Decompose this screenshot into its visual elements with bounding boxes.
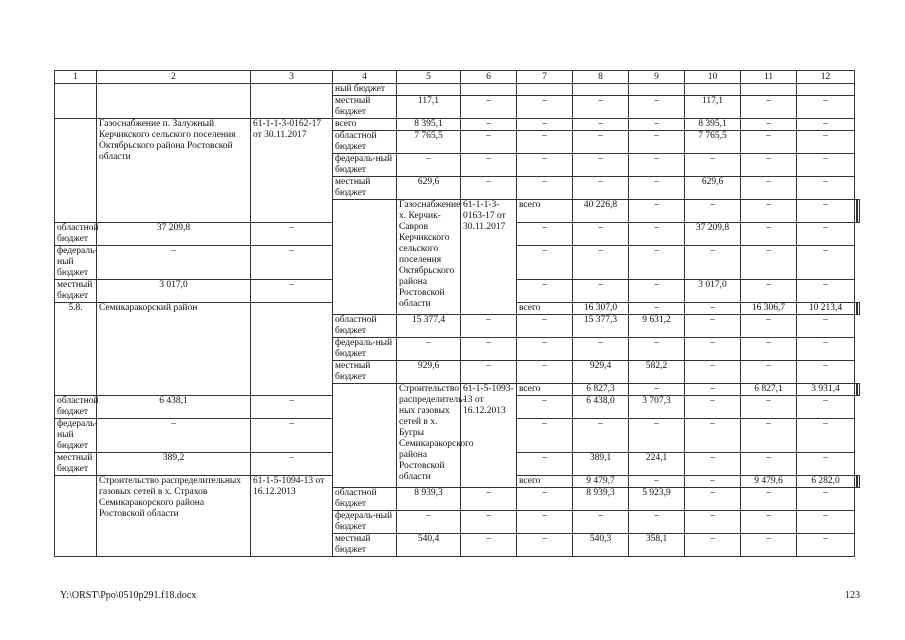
table-cell: – — [573, 338, 629, 361]
table-row — [55, 119, 860, 131]
table-cell: – — [517, 396, 573, 419]
table-cell: – — [461, 534, 517, 557]
table-cell: – — [685, 419, 741, 453]
column-number-header: 2 — [97, 71, 251, 84]
table-cell: – — [251, 246, 333, 280]
table-cell: – — [397, 511, 461, 534]
table-cell: 929,6 — [397, 361, 461, 384]
table-cell: – — [797, 534, 855, 557]
table-cell: – — [517, 534, 573, 557]
table-cell: – — [797, 396, 855, 419]
table-cell: 15 377,3 — [573, 315, 629, 338]
table-cell: областной бюджет — [333, 315, 397, 338]
table-cell: 629,6 — [685, 177, 741, 200]
table-cell: – — [251, 396, 333, 419]
table-cell: – — [461, 338, 517, 361]
table-cell: Строительство распределительных газовых сетей в х. Страхов Семикаракорского района Ростовской области — [97, 476, 251, 557]
table-cell: 6 827,1 — [741, 384, 797, 396]
table-cell: 40 226,8 — [573, 200, 629, 223]
table-cell — [741, 84, 797, 96]
table-cell — [55, 119, 97, 223]
table-cell: – — [251, 280, 333, 303]
table-cell: – — [685, 361, 741, 384]
table-cell: – — [461, 511, 517, 534]
table-cell — [629, 84, 685, 96]
table-cell: 389,1 — [573, 453, 629, 476]
table-cell: – — [797, 338, 855, 361]
table-cell: – — [517, 246, 573, 280]
table-cell: – — [629, 246, 685, 280]
table-cell: – — [797, 96, 855, 119]
table-cell: 16 306,7 — [741, 303, 797, 315]
table-cell: – — [629, 96, 685, 119]
table-cell: – — [573, 511, 629, 534]
table-cell: 10 213,4 — [797, 303, 855, 315]
table-cell: – — [517, 511, 573, 534]
column-number-header: 8 — [573, 71, 629, 84]
table-cell: федераль-ный бюджет — [333, 511, 397, 534]
column-number-header: 1 — [55, 71, 97, 84]
table-cell: местный бюджет — [333, 361, 397, 384]
table-cell: – — [251, 419, 333, 453]
table-cell: – — [251, 223, 333, 246]
table-cell: – — [573, 280, 629, 303]
table-cell: – — [461, 488, 517, 511]
table-cell: федераль-ный бюджет — [55, 419, 97, 453]
table-cell: – — [797, 200, 855, 223]
table-cell: – — [517, 154, 573, 177]
table-cell: – — [741, 177, 797, 200]
table-cell: – — [797, 223, 855, 246]
table-cell: – — [629, 154, 685, 177]
table-row — [55, 84, 860, 96]
table-cell: – — [685, 338, 741, 361]
table-cell — [251, 303, 333, 396]
table-cell: – — [741, 96, 797, 119]
table-cell: – — [797, 361, 855, 384]
table-cell: 582,2 — [629, 361, 685, 384]
table-cell: – — [741, 511, 797, 534]
table-cell: – — [797, 154, 855, 177]
table-cell: – — [741, 361, 797, 384]
table-cell: – — [629, 200, 685, 223]
table-cell: федераль-ный бюджет — [333, 338, 397, 361]
column-number-header: 7 — [517, 71, 573, 84]
table-cell — [517, 84, 573, 96]
table-cell — [333, 200, 397, 315]
table-cell: – — [517, 338, 573, 361]
table-cell: – — [741, 131, 797, 154]
table-cell: Строительство распределитель-ных газовых сетей в х. Бугры Семикаракорского района Ростовской области — [397, 384, 461, 488]
table-cell — [55, 84, 97, 119]
table-cell: местный бюджет — [55, 453, 97, 476]
table-cell: 3 017,0 — [97, 280, 251, 303]
table-cell: Газоснабжение п. Залужный Керчикского сельского поселения Октябрьского района Ростовской области — [97, 119, 251, 223]
table-cell: – — [573, 96, 629, 119]
table-cell: 6 827,3 — [573, 384, 629, 396]
table-cell: 6 282,0 — [797, 476, 855, 488]
table-cell: – — [797, 419, 855, 453]
table-cell: – — [741, 534, 797, 557]
table-cell: всего — [517, 303, 573, 315]
table-cell: областной бюджет — [55, 223, 97, 246]
table-cell: 37 209,8 — [685, 223, 741, 246]
table-cell: – — [573, 119, 629, 131]
table-cell: – — [685, 488, 741, 511]
table-cell: 117,1 — [397, 96, 461, 119]
table-cell: – — [685, 511, 741, 534]
column-number-header: 5 — [397, 71, 461, 84]
table-cell: 61-1-1-3-0163-17 от 30.11.2017 — [461, 200, 517, 315]
table-cell: 629,6 — [397, 177, 461, 200]
table-cell: – — [741, 280, 797, 303]
table-cell: 37 209,8 — [97, 223, 251, 246]
table-cell: – — [573, 223, 629, 246]
table-cell: 389,2 — [97, 453, 251, 476]
table-cell: – — [685, 534, 741, 557]
table-cell: – — [629, 384, 685, 396]
table-cell: – — [685, 315, 741, 338]
table-cell: Газоснабжение х. Керчик-Савров Керчикского сельского поселения Октябрьского района Ростовской области — [397, 200, 461, 315]
column-number-header: 3 — [251, 71, 333, 84]
table-cell: – — [629, 177, 685, 200]
table-cell: – — [461, 119, 517, 131]
table-cell — [397, 84, 461, 96]
table-cell: 16 307,0 — [573, 303, 629, 315]
table-cell: всего — [517, 476, 573, 488]
table-cell: – — [573, 419, 629, 453]
table-cell — [685, 84, 741, 96]
column-number-header: 10 — [685, 71, 741, 84]
table-cell: – — [517, 315, 573, 338]
table-cell: – — [797, 488, 855, 511]
column-number-header: 6 — [461, 71, 517, 84]
table-cell — [858, 476, 860, 488]
table-cell: 7 765,5 — [685, 131, 741, 154]
table-cell: – — [685, 384, 741, 396]
table-cell: – — [461, 361, 517, 384]
table-cell: – — [517, 453, 573, 476]
table-cell — [461, 84, 517, 96]
table-cell: 61-1-5-1094-13 от 16.12.2013 — [251, 476, 333, 557]
table-cell: 8 939,3 — [397, 488, 461, 511]
table-cell: – — [741, 223, 797, 246]
table-cell: – — [685, 303, 741, 315]
table-cell: – — [397, 338, 461, 361]
table-cell: – — [461, 154, 517, 177]
table-cell: – — [629, 131, 685, 154]
table-cell: областной бюджет — [333, 488, 397, 511]
table-cell: – — [629, 303, 685, 315]
table-cell: 15 377,4 — [397, 315, 461, 338]
table-cell: – — [97, 246, 251, 280]
page-number: 123 — [845, 590, 860, 601]
table-cell: 9 631,2 — [629, 315, 685, 338]
table-cell: – — [629, 223, 685, 246]
table-cell: – — [461, 96, 517, 119]
table-cell: – — [573, 131, 629, 154]
table-cell: ный бюджет — [333, 84, 397, 96]
table-cell: 358,1 — [629, 534, 685, 557]
table-cell: – — [797, 280, 855, 303]
table-cell: областной бюджет — [55, 396, 97, 419]
table-cell: 8 939,3 — [573, 488, 629, 511]
table-cell: – — [797, 453, 855, 476]
table-cell: местный бюджет — [333, 177, 397, 200]
table-cell: 8 395,1 — [397, 119, 461, 131]
table-cell: – — [797, 131, 855, 154]
table-cell: – — [629, 119, 685, 131]
table-cell: – — [629, 476, 685, 488]
table-cell: – — [685, 476, 741, 488]
table-header-row — [55, 71, 860, 84]
table-cell: – — [741, 119, 797, 131]
table-cell — [858, 200, 860, 223]
table-cell — [333, 384, 397, 488]
table-cell: – — [573, 154, 629, 177]
table-cell: – — [97, 419, 251, 453]
table-cell: – — [685, 154, 741, 177]
table-cell: – — [741, 315, 797, 338]
table-cell: 8 395,1 — [685, 119, 741, 131]
table-cell: – — [741, 419, 797, 453]
table-cell: – — [461, 131, 517, 154]
table-cell: федераль-ный бюджет — [55, 246, 97, 280]
file-path-footer: Y:\ORST\Ppo\0510p291.f18.docx — [60, 590, 197, 601]
table-cell: – — [573, 177, 629, 200]
table-cell: – — [685, 200, 741, 223]
table-cell: 7 765,5 — [397, 131, 461, 154]
table-cell: 9 479,6 — [741, 476, 797, 488]
column-number-header: 12 — [797, 71, 855, 84]
table-cell: – — [685, 246, 741, 280]
table-cell: – — [461, 315, 517, 338]
table-cell: 5 923,9 — [629, 488, 685, 511]
table-cell: 9 479,7 — [573, 476, 629, 488]
table-cell: – — [517, 419, 573, 453]
table-cell: – — [741, 154, 797, 177]
table-cell: 6 438,1 — [97, 396, 251, 419]
table-cell: 6 438,0 — [573, 396, 629, 419]
table-cell: – — [685, 396, 741, 419]
table-cell: 61-1-1-3-0162-17 от 30.11.2017 — [251, 119, 333, 223]
table-cell: – — [797, 177, 855, 200]
table-cell: – — [461, 177, 517, 200]
table-cell: Семикаракорский район — [97, 303, 251, 396]
table-cell — [97, 84, 251, 119]
table-cell: – — [629, 280, 685, 303]
table-cell — [858, 384, 860, 396]
table-cell: 61-1-5-1093-13 от 16.12.2013 — [461, 384, 517, 488]
table-cell: – — [629, 511, 685, 534]
table-cell: – — [797, 119, 855, 131]
table-cell: 5.8. — [55, 303, 97, 396]
table-cell: – — [797, 315, 855, 338]
table-cell: областной бюджет — [333, 131, 397, 154]
table-cell: – — [517, 280, 573, 303]
table-cell — [858, 303, 860, 315]
column-number-header: 9 — [629, 71, 685, 84]
table-cell: – — [741, 246, 797, 280]
table-cell: всего — [517, 200, 573, 223]
table-cell: – — [797, 246, 855, 280]
table-cell: – — [517, 119, 573, 131]
table-cell: 3 017,0 — [685, 280, 741, 303]
table-cell: местный бюджет — [333, 96, 397, 119]
column-number-header: 4 — [333, 71, 397, 84]
table-cell: – — [517, 96, 573, 119]
table-cell: – — [685, 453, 741, 476]
table-cell: местный бюджет — [333, 534, 397, 557]
table-cell: – — [629, 338, 685, 361]
budget-table — [54, 70, 860, 557]
table-cell: – — [397, 154, 461, 177]
table-cell: – — [517, 223, 573, 246]
table-cell: – — [741, 453, 797, 476]
table-cell — [55, 476, 97, 557]
table-cell: – — [573, 246, 629, 280]
table-cell: 224,1 — [629, 453, 685, 476]
table-cell: 3 707,3 — [629, 396, 685, 419]
table-cell: – — [797, 511, 855, 534]
table-cell: всего — [517, 384, 573, 396]
table-cell: 540,3 — [573, 534, 629, 557]
table-cell: местный бюджет — [55, 280, 97, 303]
table-cell: – — [741, 200, 797, 223]
table-cell: 929,4 — [573, 361, 629, 384]
table-cell: 540,4 — [397, 534, 461, 557]
table-cell: – — [517, 177, 573, 200]
table-cell: – — [741, 396, 797, 419]
column-number-header: 11 — [741, 71, 797, 84]
table-cell: – — [517, 131, 573, 154]
table-cell: федераль-ный бюджет — [333, 154, 397, 177]
table-cell: – — [629, 419, 685, 453]
table-cell: – — [517, 488, 573, 511]
table-cell — [797, 84, 855, 96]
table-cell: всего — [333, 119, 397, 131]
table-cell: – — [517, 361, 573, 384]
table-cell — [573, 84, 629, 96]
table-cell: 117,1 — [685, 96, 741, 119]
table-cell: 3 931,4 — [797, 384, 855, 396]
table-cell — [251, 84, 333, 119]
table-cell: – — [251, 453, 333, 476]
table-cell: – — [741, 338, 797, 361]
table-cell: – — [741, 488, 797, 511]
